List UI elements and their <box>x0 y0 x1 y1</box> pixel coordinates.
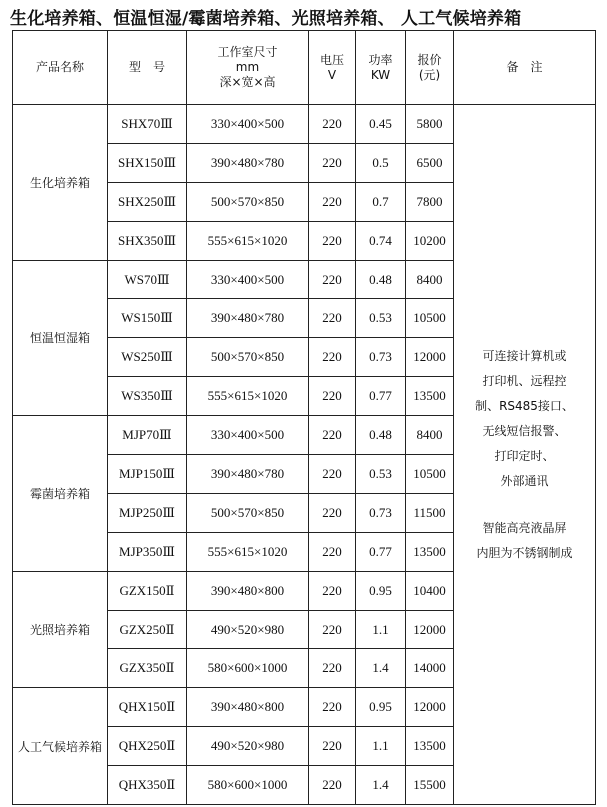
dimensions-cell: 490×520×980 <box>187 610 309 649</box>
dimensions-cell: 580×600×1000 <box>187 766 309 805</box>
voltage-cell: 220 <box>309 649 356 688</box>
voltage-cell: 220 <box>309 105 356 144</box>
power-cell: 1.4 <box>356 766 406 805</box>
model-cell: GZX250Ⅱ <box>108 610 187 649</box>
model-cell: WS70Ⅲ <box>108 260 187 299</box>
price-cell: 13500 <box>406 532 454 571</box>
price-cell: 6500 <box>406 143 454 182</box>
header-power-line-2: KW <box>370 67 391 82</box>
power-cell: 0.73 <box>356 338 406 377</box>
header-dimensions-line-2: mm <box>235 60 260 74</box>
model-cell: WS250Ⅲ <box>108 338 187 377</box>
model-cell: SHX70Ⅲ <box>108 105 187 144</box>
model-cell: WS150Ⅲ <box>108 299 187 338</box>
header-power-line-1: 功率 <box>368 52 393 67</box>
dimensions-cell: 555×615×1020 <box>187 221 309 260</box>
header-price-line-1: 报价 <box>417 52 442 67</box>
voltage-cell: 220 <box>309 143 356 182</box>
remark-line: 可连接计算机或 <box>482 348 567 363</box>
header-voltage <box>309 31 356 105</box>
dimensions-cell: 390×480×780 <box>187 143 309 182</box>
dimensions-cell: 500×570×850 <box>187 182 309 221</box>
remark-spacer <box>454 494 595 516</box>
header-price-line-2: (元) <box>418 67 441 82</box>
dimensions-cell: 390×480×780 <box>187 299 309 338</box>
dimensions-cell: 580×600×1000 <box>187 649 309 688</box>
price-cell: 5800 <box>406 105 454 144</box>
remark-line: 外部通讯 <box>500 473 549 488</box>
voltage-cell: 220 <box>309 299 356 338</box>
power-cell: 0.53 <box>356 299 406 338</box>
power-cell: 0.77 <box>356 532 406 571</box>
voltage-cell: 220 <box>309 338 356 377</box>
power-cell: 0.45 <box>356 105 406 144</box>
power-cell: 0.74 <box>356 221 406 260</box>
price-cell: 15500 <box>406 766 454 805</box>
price-cell: 12000 <box>406 610 454 649</box>
model-cell: GZX150Ⅱ <box>108 571 187 610</box>
price-cell: 12000 <box>406 688 454 727</box>
voltage-cell: 220 <box>309 532 356 571</box>
dimensions-cell: 330×400×500 <box>187 416 309 455</box>
price-cell: 8400 <box>406 260 454 299</box>
table-row <box>13 105 596 144</box>
model-cell: SHX150Ⅲ <box>108 143 187 182</box>
model-cell: MJP150Ⅲ <box>108 455 187 494</box>
price-cell: 10400 <box>406 571 454 610</box>
product-name-cell: 霉菌培养箱 <box>13 416 108 572</box>
price-cell: 7800 <box>406 182 454 221</box>
voltage-cell: 220 <box>309 377 356 416</box>
price-cell: 10200 <box>406 221 454 260</box>
model-cell: MJP250Ⅲ <box>108 493 187 532</box>
dimensions-cell: 555×615×1020 <box>187 377 309 416</box>
power-cell: 0.77 <box>356 377 406 416</box>
header-price <box>406 31 454 105</box>
price-cell: 8400 <box>406 416 454 455</box>
power-cell: 0.48 <box>356 260 406 299</box>
document-title: 生化培养箱、恒温恒湿/霉菌培养箱、光照培养箱、 人工气候培养箱 <box>10 9 522 29</box>
product-name-cell: 人工气候培养箱 <box>13 688 108 805</box>
header-product-name: 产品名称 <box>13 31 108 105</box>
remark-line: 智能高亮液晶屏 <box>482 520 567 535</box>
model-cell: WS350Ⅲ <box>108 377 187 416</box>
voltage-cell: 220 <box>309 455 356 494</box>
header-model: 型 号 <box>108 31 187 105</box>
header-voltage-line-1: 电压 <box>319 52 344 67</box>
voltage-cell: 220 <box>309 260 356 299</box>
header-remark: 备 注 <box>454 31 596 105</box>
voltage-cell: 220 <box>309 610 356 649</box>
header-dimensions-line-3: 深×宽×高 <box>219 75 276 89</box>
power-cell: 0.95 <box>356 688 406 727</box>
price-cell: 13500 <box>406 727 454 766</box>
power-cell: 0.48 <box>356 416 406 455</box>
price-cell: 10500 <box>406 299 454 338</box>
product-name-cell: 恒温恒湿箱 <box>13 260 108 416</box>
dimensions-cell: 500×570×850 <box>187 493 309 532</box>
power-cell: 0.5 <box>356 143 406 182</box>
dimensions-cell: 390×480×800 <box>187 688 309 727</box>
product-name-cell: 生化培养箱 <box>13 105 108 261</box>
power-cell: 1.1 <box>356 610 406 649</box>
model-cell: QHX250Ⅱ <box>108 727 187 766</box>
voltage-cell: 220 <box>309 688 356 727</box>
power-cell: 1.4 <box>356 649 406 688</box>
model-cell: SHX350Ⅲ <box>108 221 187 260</box>
dimensions-cell: 500×570×850 <box>187 338 309 377</box>
header-row <box>13 31 596 105</box>
voltage-cell: 220 <box>309 493 356 532</box>
model-cell: MJP70Ⅲ <box>108 416 187 455</box>
header-voltage-line-2: V <box>327 67 337 82</box>
price-table <box>12 30 596 805</box>
dimensions-cell: 390×480×800 <box>187 571 309 610</box>
remarks-cell <box>454 105 596 805</box>
remark-line: 打印机、远程控 <box>482 373 567 388</box>
voltage-cell: 220 <box>309 416 356 455</box>
dimensions-cell: 390×480×780 <box>187 455 309 494</box>
dimensions-cell: 330×400×500 <box>187 105 309 144</box>
voltage-cell: 220 <box>309 766 356 805</box>
dimensions-cell: 555×615×1020 <box>187 532 309 571</box>
header-power <box>356 31 406 105</box>
voltage-cell: 220 <box>309 221 356 260</box>
model-cell: MJP350Ⅲ <box>108 532 187 571</box>
voltage-cell: 220 <box>309 182 356 221</box>
model-cell: QHX150Ⅱ <box>108 688 187 727</box>
power-cell: 0.73 <box>356 493 406 532</box>
remark-line: 打印定时、 <box>494 448 555 463</box>
header-dimensions <box>187 31 309 105</box>
price-cell: 11500 <box>406 493 454 532</box>
voltage-cell: 220 <box>309 727 356 766</box>
remark-line: 内胆为不锈钢制成 <box>476 545 573 560</box>
remark-line: 无线短信报警、 <box>482 423 567 438</box>
price-cell: 10500 <box>406 455 454 494</box>
price-cell: 12000 <box>406 338 454 377</box>
header-dimensions-line-1: 工作室尺寸 <box>217 45 278 59</box>
model-cell: GZX350Ⅱ <box>108 649 187 688</box>
model-cell: QHX350Ⅱ <box>108 766 187 805</box>
price-cell: 13500 <box>406 377 454 416</box>
power-cell: 1.1 <box>356 727 406 766</box>
model-cell: SHX250Ⅲ <box>108 182 187 221</box>
dimensions-cell: 490×520×980 <box>187 727 309 766</box>
power-cell: 0.7 <box>356 182 406 221</box>
remark-line: 制、RS485接口、 <box>475 398 574 413</box>
table-body <box>13 105 596 805</box>
voltage-cell: 220 <box>309 571 356 610</box>
product-name-cell: 光照培养箱 <box>13 571 108 688</box>
dimensions-cell: 330×400×500 <box>187 260 309 299</box>
power-cell: 0.53 <box>356 455 406 494</box>
price-cell: 14000 <box>406 649 454 688</box>
power-cell: 0.95 <box>356 571 406 610</box>
